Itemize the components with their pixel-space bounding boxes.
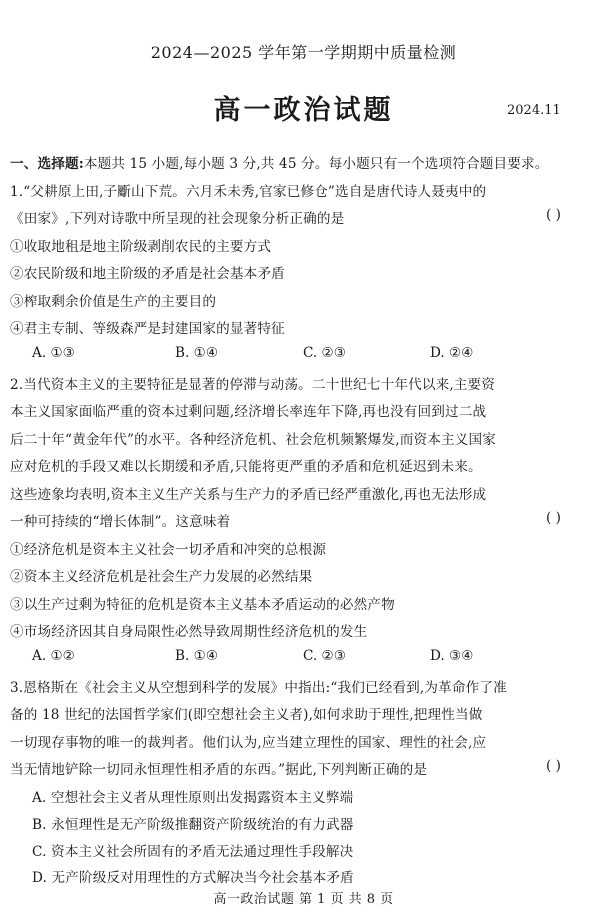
answer-option: C. 资本主义社会所固有的矛盾无法通过理性手段解决 — [32, 844, 354, 860]
answer-blank: ( ) — [546, 758, 561, 774]
answer-option: B. ①④ — [175, 648, 219, 664]
question-stem-line: 本主义国家面临严重的资本过剩问题,经济增长率连年下降,再也没有回到过二战 — [10, 404, 487, 420]
section-label: 一、选择题: — [10, 156, 84, 172]
statement-item: ④君主专制、等级森严是封建国家的显著特征 — [10, 321, 285, 337]
question-stem-line: 这些迹象均表明,资本主义生产关系与生产力的矛盾已经严重激化,再也无法形成 — [10, 487, 487, 503]
exam-title: 高一政治试题 — [213, 95, 394, 126]
section-heading — [10, 152, 548, 172]
statement-item: ①收取地租是地主阶级剥削农民的主要方式 — [10, 239, 272, 255]
question-stem-line: 《田家》,下列对诗歌中所呈现的社会现象分析正确的是 — [10, 211, 345, 227]
question-stem-line: 一种可持续的“增长体制”。这意味着 — [10, 514, 231, 530]
question-stem-line: 2.当代资本主义的主要特征是显著的停滞与动荡。二十世纪七十年代以来,主要资 — [10, 377, 496, 393]
answer-blank: ( ) — [546, 510, 561, 526]
answer-option: C. ②③ — [303, 648, 346, 664]
statement-item: ④市场经济因其自身局限性必然导致周期性经济危机的发生 — [10, 624, 368, 640]
statement-item: ②农民阶级和地主阶级的矛盾是社会基本矛盾 — [10, 266, 285, 282]
statement-item: ②资本主义经济危机是社会生产力发展的必然结果 — [10, 569, 313, 585]
answer-option: D. ②④ — [430, 345, 474, 361]
page-footer: 高一政治试题 第 1 页 共 8 页 — [213, 892, 394, 907]
section-instruction: 本题共 15 小题,每小题 3 分,共 45 分。每小题只有一个选项符合题目要求。 — [83, 156, 549, 172]
statement-item: ①经济危机是资本主义社会一切矛盾和冲突的总根源 — [10, 542, 327, 558]
question-stem-line: 1.“父耕原上田,子斸山下荒。六月禾未秀,官家已修仓”选自是唐代诗人聂夷中的 — [10, 184, 487, 200]
answer-option: B. ①④ — [175, 345, 219, 361]
question-stem-line: 后二十年“黄金年代”的水平。各种经济危机、社会危机频繁爆发,而资本主义国家 — [10, 432, 496, 448]
question-stem-line: 一切现存事物的唯一的裁判者。他们认为,应当建立理性的国家、理性的社会,应 — [10, 735, 487, 751]
answer-option: C. ②③ — [303, 345, 346, 361]
statement-item: ③以生产过剩为特征的危机是资本主义基本矛盾运动的必然产物 — [10, 597, 395, 613]
answer-blank: ( ) — [546, 207, 561, 223]
exam-header: 2024—2025 学年第一学期期中质量检测 — [150, 43, 457, 62]
answer-option: B. 永恒理性是无产阶级推翻资产阶级统治的有力武器 — [32, 817, 354, 833]
question-stem-line: 备的 18 世纪的法国哲学家们(即空想社会主义者),如何求助于理性,把理性当做 — [10, 707, 483, 723]
exam-date: 2024.11 — [507, 103, 561, 118]
question-stem-line: 应对危机的手段又难以长期缓和矛盾,只能将更严重的矛盾和危机延迟到未来。 — [10, 459, 482, 475]
statement-item: ③榨取剩余价值是生产的主要目的 — [10, 294, 217, 310]
question-stem-line: 当无情地铲除一切同永恒理性相矛盾的东西。”据此,下列判断正确的是 — [10, 762, 428, 778]
answer-option: A. ①③ — [32, 345, 75, 361]
answer-option: A. ①② — [32, 648, 75, 664]
question-stem-line: 3.恩格斯在《社会主义从空想到科学的发展》中指出:“我们已经看到,为革命作了准 — [10, 680, 507, 696]
answer-option: D. ③④ — [430, 648, 474, 664]
answer-option: D. 无产阶级反对用理性的方式解决当今社会基本矛盾 — [32, 870, 354, 886]
answer-option: A. 空想社会主义者从理性原则出发揭露资本主义弊端 — [32, 790, 354, 806]
